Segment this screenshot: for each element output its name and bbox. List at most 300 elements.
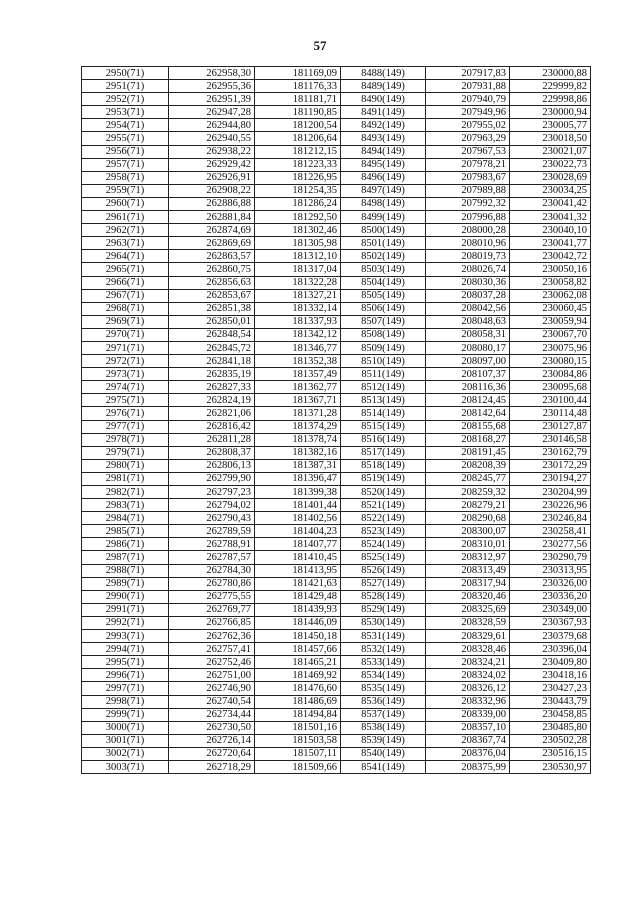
y-coord-b-cell: 230114,48 [510,407,591,420]
x-coord-a-cell: 262730,50 [169,721,255,734]
x-coord-b-cell: 208317,94 [426,577,510,590]
table-row [82,603,591,616]
point-id-b-cell: 8540(149) [341,747,426,760]
table-row [82,695,591,708]
point-id-b-cell: 8500(149) [341,224,426,237]
y-coord-a-cell: 181332,14 [255,302,341,315]
x-coord-a-cell: 262762,36 [169,630,255,643]
table-row [82,67,591,80]
point-id-b-cell: 8494(149) [341,145,426,158]
y-coord-b-cell: 230041,77 [510,237,591,250]
x-coord-a-cell: 262726,14 [169,734,255,747]
point-id-b-cell: 8508(149) [341,328,426,341]
y-coord-a-cell: 181501,16 [255,721,341,734]
x-coord-b-cell: 207931,88 [426,80,510,93]
point-id-b-cell: 8529(149) [341,603,426,616]
point-id-b-cell: 8536(149) [341,695,426,708]
point-id-a-cell: 2952(71) [82,93,169,106]
point-id-b-cell: 8519(149) [341,472,426,485]
y-coord-a-cell: 181337,93 [255,315,341,328]
y-coord-b-cell: 230379,68 [510,630,591,643]
table-row [82,407,591,420]
point-id-b-cell: 8511(149) [341,368,426,381]
y-coord-a-cell: 181342,12 [255,328,341,341]
y-coord-a-cell: 181223,33 [255,158,341,171]
x-coord-b-cell: 208124,45 [426,394,510,407]
x-coord-b-cell: 208313,49 [426,564,510,577]
x-coord-b-cell: 208037,28 [426,289,510,302]
x-coord-b-cell: 208048,63 [426,315,510,328]
y-coord-b-cell: 230326,00 [510,577,591,590]
y-coord-a-cell: 181206,64 [255,132,341,145]
y-coord-a-cell: 181399,38 [255,486,341,499]
y-coord-b-cell: 230485,80 [510,721,591,734]
y-coord-b-cell: 230418,16 [510,669,591,682]
x-coord-a-cell: 262863,57 [169,250,255,263]
point-id-b-cell: 8492(149) [341,119,426,132]
table-row [82,590,591,603]
point-id-b-cell: 8512(149) [341,381,426,394]
x-coord-b-cell: 208290,68 [426,512,510,525]
y-coord-a-cell: 181429,48 [255,590,341,603]
x-coord-b-cell: 207917,83 [426,67,510,80]
point-id-a-cell: 2977(71) [82,420,169,433]
y-coord-b-cell: 229998,86 [510,93,591,106]
x-coord-b-cell: 207996,88 [426,211,510,224]
point-id-b-cell: 8531(149) [341,630,426,643]
y-coord-a-cell: 181413,95 [255,564,341,577]
y-coord-b-cell: 230530,97 [510,760,591,773]
point-id-b-cell: 8499(149) [341,211,426,224]
y-coord-b-cell: 230095,68 [510,381,591,394]
x-coord-b-cell: 208328,59 [426,616,510,629]
table-row [82,106,591,119]
point-id-a-cell: 2969(71) [82,315,169,328]
table-row [82,721,591,734]
x-coord-a-cell: 262827,33 [169,381,255,394]
x-coord-a-cell: 262869,69 [169,237,255,250]
y-coord-b-cell: 230443,79 [510,695,591,708]
x-coord-a-cell: 262769,77 [169,603,255,616]
point-id-a-cell: 2982(71) [82,486,169,499]
point-id-b-cell: 8520(149) [341,486,426,499]
point-id-a-cell: 2979(71) [82,446,169,459]
x-coord-b-cell: 208042,56 [426,302,510,315]
table-row [82,93,591,106]
y-coord-a-cell: 181509,66 [255,760,341,773]
x-coord-b-cell: 207989,88 [426,184,510,197]
y-coord-b-cell: 230042,72 [510,250,591,263]
y-coord-a-cell: 181169,09 [255,67,341,80]
point-id-a-cell: 2978(71) [82,433,169,446]
y-coord-a-cell: 181346,77 [255,341,341,354]
point-id-a-cell: 2989(71) [82,577,169,590]
table-body [82,67,591,774]
point-id-b-cell: 8488(149) [341,67,426,80]
point-id-b-cell: 8503(149) [341,263,426,276]
y-coord-b-cell: 230258,41 [510,525,591,538]
point-id-a-cell: 2970(71) [82,328,169,341]
x-coord-b-cell: 208324,21 [426,656,510,669]
table-row [82,394,591,407]
y-coord-a-cell: 181305,98 [255,237,341,250]
table-row [82,315,591,328]
y-coord-b-cell: 230427,23 [510,682,591,695]
point-id-b-cell: 8534(149) [341,669,426,682]
x-coord-b-cell: 208142,64 [426,407,510,420]
x-coord-a-cell: 262848,54 [169,328,255,341]
x-coord-a-cell: 262794,02 [169,499,255,512]
y-coord-a-cell: 181378,74 [255,433,341,446]
y-coord-a-cell: 181457,66 [255,643,341,656]
x-coord-b-cell: 207992,32 [426,197,510,210]
x-coord-a-cell: 262938,22 [169,145,255,158]
x-coord-b-cell: 207963,29 [426,132,510,145]
y-coord-a-cell: 181374,29 [255,420,341,433]
point-id-a-cell: 2998(71) [82,695,169,708]
point-id-b-cell: 8526(149) [341,564,426,577]
table-row [82,263,591,276]
x-coord-a-cell: 262944,80 [169,119,255,132]
x-coord-a-cell: 262947,28 [169,106,255,119]
x-coord-b-cell: 208097,00 [426,355,510,368]
y-coord-b-cell: 230516,15 [510,747,591,760]
point-id-a-cell: 2971(71) [82,341,169,354]
x-coord-b-cell: 208107,37 [426,368,510,381]
table-row [82,760,591,773]
y-coord-a-cell: 181421,63 [255,577,341,590]
x-coord-b-cell: 208168,27 [426,433,510,446]
x-coord-a-cell: 262757,41 [169,643,255,656]
point-id-a-cell: 3000(71) [82,721,169,734]
y-coord-b-cell: 230059,94 [510,315,591,328]
point-id-b-cell: 8530(149) [341,616,426,629]
point-id-b-cell: 8527(149) [341,577,426,590]
x-coord-a-cell: 262784,30 [169,564,255,577]
table-row [82,734,591,747]
point-id-a-cell: 2995(71) [82,656,169,669]
x-coord-a-cell: 262886,88 [169,197,255,210]
point-id-a-cell: 2993(71) [82,630,169,643]
point-id-b-cell: 8507(149) [341,315,426,328]
point-id-a-cell: 2956(71) [82,145,169,158]
x-coord-b-cell: 208019,73 [426,250,510,263]
x-coord-a-cell: 262751,00 [169,669,255,682]
x-coord-b-cell: 208000,28 [426,224,510,237]
point-id-b-cell: 8528(149) [341,590,426,603]
table-row [82,132,591,145]
point-id-a-cell: 3002(71) [82,747,169,760]
x-coord-a-cell: 262845,72 [169,341,255,354]
point-id-b-cell: 8539(149) [341,734,426,747]
x-coord-b-cell: 208191,45 [426,446,510,459]
y-coord-a-cell: 181292,50 [255,211,341,224]
coordinates-table [81,66,591,774]
y-coord-b-cell: 230021,07 [510,145,591,158]
point-id-a-cell: 2954(71) [82,119,169,132]
y-coord-b-cell: 230041,32 [510,211,591,224]
x-coord-a-cell: 262787,57 [169,551,255,564]
y-coord-a-cell: 181507,11 [255,747,341,760]
table-row [82,381,591,394]
table-row [82,551,591,564]
y-coord-a-cell: 181469,92 [255,669,341,682]
y-coord-b-cell: 230194,27 [510,472,591,485]
x-coord-b-cell: 208279,21 [426,499,510,512]
x-coord-a-cell: 262856,63 [169,276,255,289]
x-coord-a-cell: 262835,19 [169,368,255,381]
point-id-b-cell: 8516(149) [341,433,426,446]
y-coord-b-cell: 230005,77 [510,119,591,132]
point-id-a-cell: 2966(71) [82,276,169,289]
x-coord-a-cell: 262718,29 [169,760,255,773]
x-coord-b-cell: 208030,36 [426,276,510,289]
point-id-a-cell: 2950(71) [82,67,169,80]
y-coord-b-cell: 230290,79 [510,551,591,564]
table-row [82,171,591,184]
y-coord-b-cell: 230034,25 [510,184,591,197]
point-id-a-cell: 2991(71) [82,603,169,616]
point-id-b-cell: 8541(149) [341,760,426,773]
y-coord-b-cell: 230022,73 [510,158,591,171]
table-row [82,486,591,499]
point-id-a-cell: 2959(71) [82,184,169,197]
y-coord-a-cell: 181312,10 [255,250,341,263]
table-row [82,328,591,341]
x-coord-a-cell: 262841,18 [169,355,255,368]
y-coord-b-cell: 229999,82 [510,80,591,93]
x-coord-b-cell: 208320,46 [426,590,510,603]
point-id-a-cell: 2994(71) [82,643,169,656]
x-coord-a-cell: 262766,85 [169,616,255,629]
x-coord-b-cell: 207978,21 [426,158,510,171]
point-id-a-cell: 2968(71) [82,302,169,315]
y-coord-a-cell: 181212,15 [255,145,341,158]
x-coord-b-cell: 208339,00 [426,708,510,721]
point-id-b-cell: 8510(149) [341,355,426,368]
y-coord-b-cell: 230204,99 [510,486,591,499]
table-row [82,656,591,669]
table-row [82,499,591,512]
point-id-a-cell: 2996(71) [82,669,169,682]
x-coord-a-cell: 262799,90 [169,472,255,485]
x-coord-a-cell: 262940,55 [169,132,255,145]
y-coord-b-cell: 230127,87 [510,420,591,433]
x-coord-a-cell: 262746,90 [169,682,255,695]
x-coord-a-cell: 262860,75 [169,263,255,276]
point-id-b-cell: 8522(149) [341,512,426,525]
point-id-b-cell: 8493(149) [341,132,426,145]
y-coord-a-cell: 181407,77 [255,538,341,551]
x-coord-a-cell: 262740,54 [169,695,255,708]
point-id-a-cell: 2957(71) [82,158,169,171]
point-id-b-cell: 8496(149) [341,171,426,184]
y-coord-a-cell: 181503,58 [255,734,341,747]
point-id-b-cell: 8509(149) [341,341,426,354]
point-id-a-cell: 2963(71) [82,237,169,250]
y-coord-a-cell: 181404,23 [255,525,341,538]
point-id-b-cell: 8538(149) [341,721,426,734]
table-row [82,472,591,485]
x-coord-b-cell: 208367,74 [426,734,510,747]
x-coord-a-cell: 262808,37 [169,446,255,459]
x-coord-b-cell: 208375,99 [426,760,510,773]
table-row [82,564,591,577]
point-id-a-cell: 2961(71) [82,211,169,224]
y-coord-b-cell: 230313,95 [510,564,591,577]
table-row [82,525,591,538]
point-id-a-cell: 2962(71) [82,224,169,237]
y-coord-a-cell: 181190,85 [255,106,341,119]
x-coord-a-cell: 262752,46 [169,656,255,669]
y-coord-b-cell: 230018,50 [510,132,591,145]
x-coord-b-cell: 208208,39 [426,459,510,472]
point-id-b-cell: 8525(149) [341,551,426,564]
y-coord-b-cell: 230246,84 [510,512,591,525]
point-id-b-cell: 8495(149) [341,158,426,171]
point-id-b-cell: 8505(149) [341,289,426,302]
point-id-b-cell: 8523(149) [341,525,426,538]
x-coord-a-cell: 262789,59 [169,525,255,538]
y-coord-b-cell: 230058,82 [510,276,591,289]
y-coord-a-cell: 181450,18 [255,630,341,643]
table-row [82,341,591,354]
point-id-b-cell: 8518(149) [341,459,426,472]
y-coord-b-cell: 230277,56 [510,538,591,551]
y-coord-a-cell: 181446,09 [255,616,341,629]
table-row [82,708,591,721]
y-coord-b-cell: 230062,08 [510,289,591,302]
point-id-a-cell: 2983(71) [82,499,169,512]
y-coord-a-cell: 181327,21 [255,289,341,302]
x-coord-a-cell: 262955,36 [169,80,255,93]
point-id-b-cell: 8524(149) [341,538,426,551]
y-coord-a-cell: 181357,49 [255,368,341,381]
x-coord-b-cell: 208326,12 [426,682,510,695]
x-coord-b-cell: 208332,96 [426,695,510,708]
point-id-b-cell: 8535(149) [341,682,426,695]
point-id-b-cell: 8498(149) [341,197,426,210]
x-coord-b-cell: 208155,68 [426,420,510,433]
x-coord-b-cell: 208312,97 [426,551,510,564]
point-id-a-cell: 2953(71) [82,106,169,119]
y-coord-a-cell: 181254,35 [255,184,341,197]
x-coord-b-cell: 208058,31 [426,328,510,341]
x-coord-a-cell: 262734,44 [169,708,255,721]
y-coord-a-cell: 181486,69 [255,695,341,708]
y-coord-b-cell: 230000,88 [510,67,591,80]
y-coord-a-cell: 181494,84 [255,708,341,721]
point-id-a-cell: 2958(71) [82,171,169,184]
x-coord-a-cell: 262806,13 [169,459,255,472]
y-coord-b-cell: 230075,96 [510,341,591,354]
point-id-a-cell: 3001(71) [82,734,169,747]
y-coord-a-cell: 181401,44 [255,499,341,512]
table-row [82,420,591,433]
table-row [82,616,591,629]
x-coord-a-cell: 262926,91 [169,171,255,184]
x-coord-a-cell: 262951,39 [169,93,255,106]
y-coord-a-cell: 181200,54 [255,119,341,132]
point-id-a-cell: 2965(71) [82,263,169,276]
point-id-a-cell: 2985(71) [82,525,169,538]
point-id-a-cell: 2955(71) [82,132,169,145]
y-coord-b-cell: 230028,69 [510,171,591,184]
point-id-a-cell: 2964(71) [82,250,169,263]
x-coord-b-cell: 207967,53 [426,145,510,158]
y-coord-a-cell: 181367,71 [255,394,341,407]
point-id-a-cell: 2988(71) [82,564,169,577]
y-coord-a-cell: 181439,93 [255,603,341,616]
y-coord-b-cell: 230458,85 [510,708,591,721]
y-coord-b-cell: 230146,58 [510,433,591,446]
y-coord-b-cell: 230502,28 [510,734,591,747]
table-row [82,145,591,158]
table-row [82,643,591,656]
y-coord-b-cell: 230040,10 [510,224,591,237]
point-id-a-cell: 2987(71) [82,551,169,564]
point-id-a-cell: 2975(71) [82,394,169,407]
table-row [82,355,591,368]
x-coord-b-cell: 208010,96 [426,237,510,250]
x-coord-a-cell: 262720,64 [169,747,255,760]
point-id-b-cell: 8513(149) [341,394,426,407]
point-id-a-cell: 2951(71) [82,80,169,93]
point-id-b-cell: 8515(149) [341,420,426,433]
point-id-a-cell: 2960(71) [82,197,169,210]
point-id-a-cell: 2992(71) [82,616,169,629]
y-coord-a-cell: 181352,38 [255,355,341,368]
y-coord-a-cell: 181382,16 [255,446,341,459]
y-coord-a-cell: 181465,21 [255,656,341,669]
point-id-b-cell: 8501(149) [341,237,426,250]
x-coord-b-cell: 208300,07 [426,525,510,538]
y-coord-a-cell: 181396,47 [255,472,341,485]
point-id-a-cell: 2981(71) [82,472,169,485]
y-coord-b-cell: 230226,96 [510,499,591,512]
table-row [82,630,591,643]
table-row [82,224,591,237]
x-coord-a-cell: 262816,42 [169,420,255,433]
table-row [82,433,591,446]
x-coord-b-cell: 207955,02 [426,119,510,132]
x-coord-a-cell: 262958,30 [169,67,255,80]
x-coord-a-cell: 262790,43 [169,512,255,525]
y-coord-a-cell: 181371,28 [255,407,341,420]
point-id-b-cell: 8517(149) [341,446,426,459]
table-row [82,250,591,263]
table-row [82,80,591,93]
x-coord-a-cell: 262929,42 [169,158,255,171]
x-coord-b-cell: 207940,79 [426,93,510,106]
x-coord-b-cell: 208116,36 [426,381,510,394]
x-coord-b-cell: 208328,46 [426,643,510,656]
y-coord-a-cell: 181317,04 [255,263,341,276]
point-id-a-cell: 2967(71) [82,289,169,302]
x-coord-b-cell: 208245,77 [426,472,510,485]
y-coord-b-cell: 230336,20 [510,590,591,603]
x-coord-a-cell: 262853,67 [169,289,255,302]
point-id-b-cell: 8491(149) [341,106,426,119]
page-number: 57 [313,38,327,53]
x-coord-a-cell: 262850,01 [169,315,255,328]
point-id-a-cell: 2997(71) [82,682,169,695]
y-coord-a-cell: 181181,71 [255,93,341,106]
y-coord-a-cell: 181410,45 [255,551,341,564]
y-coord-b-cell: 230100,44 [510,394,591,407]
x-coord-a-cell: 262811,28 [169,433,255,446]
x-coord-b-cell: 208357,10 [426,721,510,734]
